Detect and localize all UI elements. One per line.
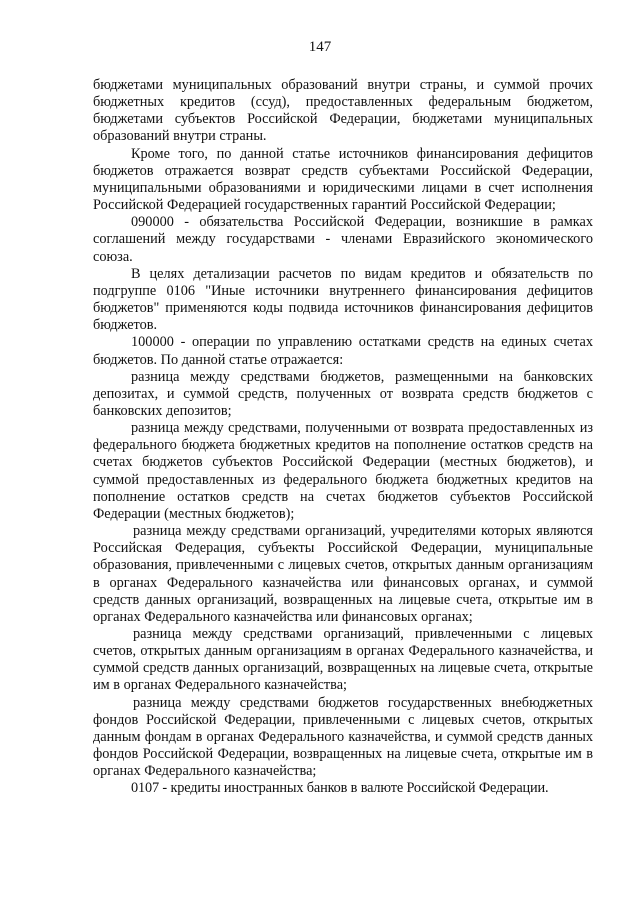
paragraph-8: разница между средствами организаций, учредителями которых являются Российская Федерация, субъекты Российской Федерации, муниципальные образования, привлеченными с лицевых счетов, открытых данным организациям в органах Федерального казначейства или финансовых органах, и суммой средств данных организаций, возвращенных на лицевые счета, открытые им в органах Федерального казначейства или финансовых органах; (93, 523, 593, 625)
paragraph-9: разница между средствами организаций, привлеченными с лицевых счетов, открытых данным организациям в органах Федерального казначейства, и суммой средств данных организаций, возвращенных на лицевые счета, открытые им в органах Федерального казначейства; (93, 626, 593, 694)
paragraph-7: разница между средствами, полученными от возврата предоставленных из федерального бюджета бюджетных кредитов на пополнение остатков средств на счетах бюджетов субъектов Российской Федерации (местных бюджетов), и суммой предоставленных из федерального бюджета бюджетных кредитов на пополнение остатков средств на счетах бюджетов субъектов Российской Федерации (местных бюджетов); (93, 420, 593, 522)
paragraph-4: В целях детализации расчетов по видам кредитов и обязательств по подгруппе 0106 "Иные источники внутреннего финансирования дефицитов бюджетов" применяются коды подвида источников финансирования дефицитов бюджетов. (93, 265, 593, 334)
paragraph-6: разница между средствами бюджетов, размещенными на банковских депозитах, и суммой средств, полученных от возврата средств бюджетов с банковских депозитов; (93, 368, 593, 419)
paragraph-3: 090000 - обязательства Российской Федерации, возникшие в рамках соглашений между государствами - членами Евразийского экономического союза. (93, 214, 593, 265)
paragraph-1: бюджетами муниципальных образований внутри страны, и суммой прочих бюджетных кредитов (ссуд), предоставленных федеральным бюджетом, бюджетами субъектов Российской Федерации, бюджетами муниципальных образований внутри страны. (93, 77, 593, 145)
paragraph-11: 0107 - кредиты иностранных банков в валюте Российской Федерации. (131, 780, 549, 797)
paragraph-2: Кроме того, по данной статье источников финансирования дефицитов бюджетов отражается возврат средств субъектами Российской Федерации, муниципальными образованиями и юридическими лицами в счет исполнения Российской Федерацией государственных гарантий Российской Федерации; (93, 145, 593, 214)
paragraph-10: разница между средствами бюджетов государственных внебюджетных фондов Российской Федерации, привлеченными с лицевых счетов, открытых данным фондам в органах Федерального казначейства, и суммой средств данных фондов Российской Федерации, возвращенных на лицевые счета, открытые им в органах Федерального казначейства; (93, 694, 593, 780)
paragraph-5: 100000 - операции по управлению остатками средств на единых счетах бюджетов. По данной статье отражается: (93, 334, 593, 368)
page-number: 147 (308, 39, 332, 55)
body-text (93, 77, 593, 798)
